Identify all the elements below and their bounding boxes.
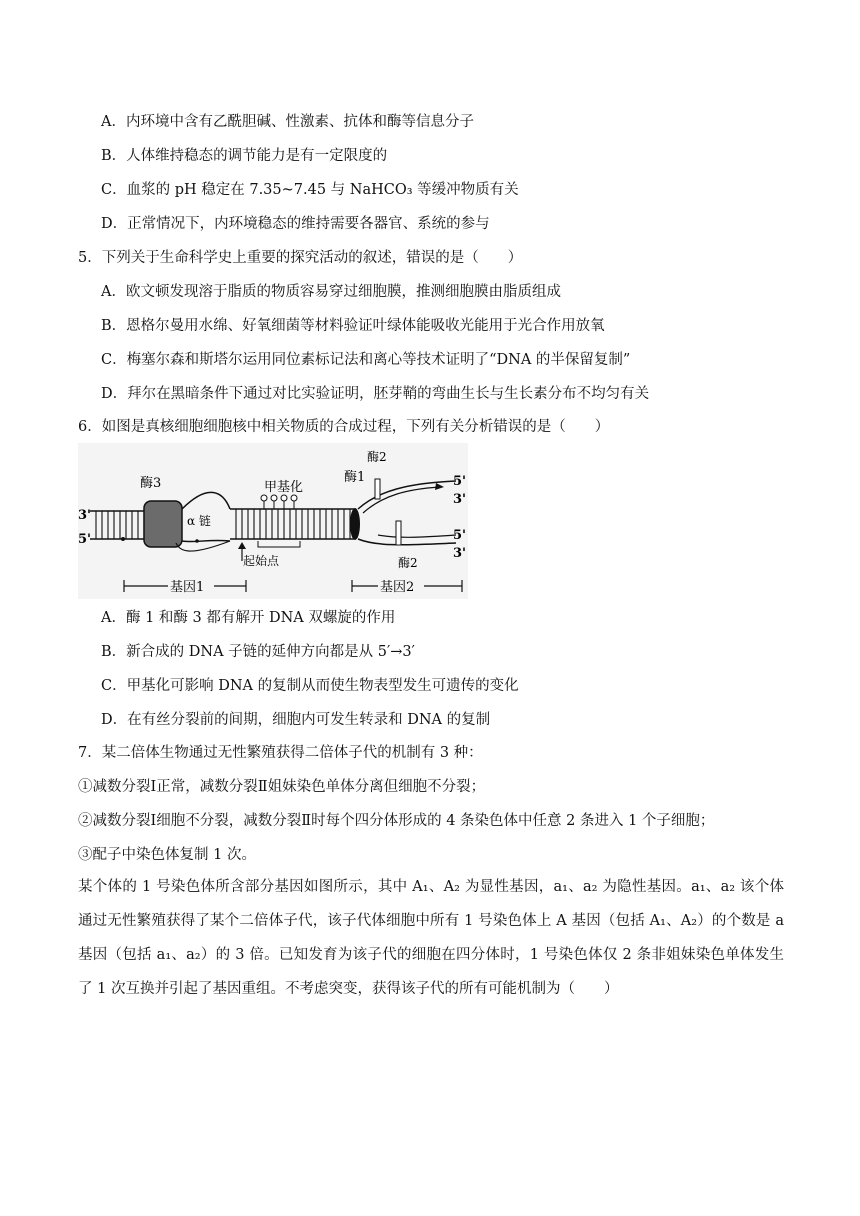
dna-replication-figure bbox=[78, 443, 468, 599]
left-5prime-label: 5' bbox=[78, 532, 92, 547]
q7-mechanism-1: ①减数分裂Ⅰ正常，减数分裂Ⅱ姐妹染色单体分离但细胞不分裂； bbox=[78, 779, 486, 795]
right-bottom-5prime-label: 5' bbox=[453, 528, 467, 543]
gene2-label: 基因2 bbox=[380, 580, 415, 595]
q5-stem: 5．下列关于生命科学史上重要的探究活动的叙述，错误的是（ ） bbox=[78, 250, 523, 266]
alpha-chain-label: α 链 bbox=[187, 514, 211, 528]
q4-option-a: A．内环境中含有乙酰胆碱、性激素、抗体和酶等信息分子 bbox=[101, 114, 474, 130]
q6-stem: 6．如图是真核细胞细胞核中相关物质的合成过程，下列有关分析错误的是（ ） bbox=[78, 419, 610, 435]
q7-mechanism-3: ③配子中染色体复制 1 次。 bbox=[78, 847, 256, 863]
gene1-label: 基因1 bbox=[170, 580, 205, 595]
q4-option-c: C．血浆的 pH 稳定在 7.35~7.45 与 NaHCO₃ 等缓冲物质有关 bbox=[101, 182, 519, 198]
q5-option-b: B．恩格尔曼用水绵、好氧细菌等材料验证叶绿体能吸收光能用于光合作用放氧 bbox=[101, 318, 605, 334]
right-top-3prime-label: 3' bbox=[453, 492, 467, 507]
enzyme2-bottom-label: 酶2 bbox=[398, 556, 418, 570]
q7-mechanism-2: ②减数分裂Ⅰ细胞不分裂，减数分裂Ⅱ时每个四分体形成的 4 条染色体中任意 2 条进入 1 个子细胞； bbox=[78, 813, 715, 829]
q4-option-d: D．正常情况下，内环境稳态的维持需要各器官、系统的参与 bbox=[101, 216, 490, 232]
q5-option-d: D．拜尔在黑暗条件下通过对比实验证明，胚芽鞘的弯曲生长与生长素分布不均匀有关 bbox=[101, 386, 650, 402]
q6-option-b: B．新合成的 DNA 子链的延伸方向都是从 5′→3′ bbox=[101, 644, 415, 660]
methylation-label: 甲基化 bbox=[264, 480, 304, 495]
q6-option-c: C．甲基化可影响 DNA 的复制从而使生物表型发生可遗传的变化 bbox=[101, 678, 519, 694]
q7-paragraph: 某个体的 1 号染色体所含部分基因如图所示，其中 A₁、A₂ 为显性基因，a₁、a₂ 为隐性基因。a₁、a₂ 该个体通过无性繁殖获得了某个二倍体子代，该子代体细胞中所有 1 号染色体上 A 基因（包括 A₁、A₂）的个数是 a 基因（包括 a₁、a₂）的 3 倍。已知发育为该子代的细胞在四分体时，1 号染色体仅 2 条非姐妹染色单体发生了 1 次互换并引起了基因重组。不考虑突变，获得该子代的所有可能机制为（ ） bbox=[78, 879, 784, 997]
enzyme3-label: 酶3 bbox=[140, 476, 162, 491]
q5-option-c: C．梅塞尔森和斯塔尔运用同位素标记法和离心等技术证明了“DNA 的半保留复制” bbox=[101, 352, 631, 368]
right-bottom-3prime-label: 3' bbox=[453, 546, 467, 561]
enzyme1-label: 酶1 bbox=[344, 470, 366, 485]
right-top-5prime-label: 5' bbox=[453, 474, 467, 489]
start-site-label: 起始点 bbox=[243, 554, 280, 568]
q4-option-b: B．人体维持稳态的调节能力是有一定限度的 bbox=[101, 148, 388, 164]
q7-stem: 7．某二倍体生物通过无性繁殖获得二倍体子代的机制有 3 种： bbox=[78, 745, 483, 761]
enzyme2-top-label: 酶2 bbox=[367, 450, 387, 464]
q6-option-a: A．酶 1 和酶 3 都有解开 DNA 双螺旋的作用 bbox=[101, 610, 396, 626]
q6-option-d: D．在有丝分裂前的间期，细胞内可发生转录和 DNA 的复制 bbox=[101, 712, 491, 728]
left-3prime-label: 3' bbox=[78, 508, 92, 523]
q5-option-a: A．欧文顿发现溶于脂质的物质容易穿过细胞膜，推测细胞膜由脂质组成 bbox=[101, 284, 561, 300]
